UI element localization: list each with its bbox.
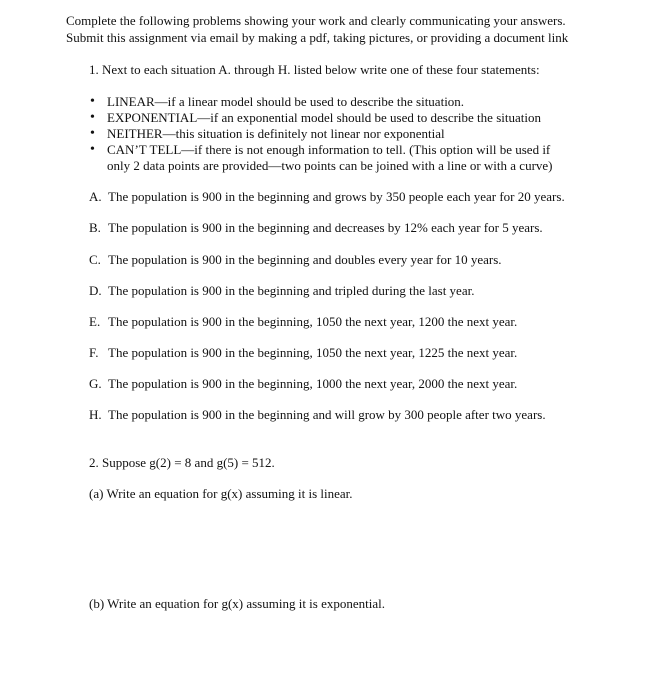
bullet-icon: •	[90, 110, 95, 125]
item-letter: C.	[89, 252, 101, 267]
item-letter: D.	[89, 283, 102, 298]
bullet-icon: •	[90, 142, 95, 157]
bullet-exponential: EXPONENTIAL—if an exponential model should be used to describe the situation	[107, 110, 541, 125]
situation-e: The population is 900 in the beginning, 1050 the next year, 1200 the next year.	[108, 314, 518, 329]
bullet-icon: •	[90, 94, 95, 109]
situation-f: The population is 900 in the beginning, 1050 the next year, 1225 the next year.	[108, 345, 518, 360]
situation-d: The population is 900 in the beginning and tripled during the last year.	[108, 283, 475, 298]
question-2-prompt: 2. Suppose g(2) = 8 and g(5) = 512.	[89, 455, 275, 470]
item-letter: A.	[89, 189, 102, 204]
instructions-line-2: Submit this assignment via email by making a pdf, taking pictures, or providing a document link	[66, 30, 569, 45]
item-letter: E.	[89, 314, 101, 329]
item-letter: G.	[89, 376, 102, 391]
item-letter: H.	[89, 407, 102, 422]
item-letter: B.	[89, 220, 101, 235]
bullet-icon: •	[90, 126, 95, 141]
situation-a: The population is 900 in the beginning and grows by 350 people each year for 20 years.	[108, 189, 565, 204]
question-2-part-a: (a) Write an equation for g(x) assuming it is linear.	[89, 486, 353, 501]
bullet-cant-tell: CAN’T TELL—if there is not enough information to tell. (This option will be used if	[107, 142, 551, 157]
bullet-linear: LINEAR—if a linear model should be used to describe the situation.	[107, 94, 465, 109]
situation-c: The population is 900 in the beginning and doubles every year for 10 years.	[108, 252, 502, 267]
question-1-prompt: 1. Next to each situation A. through H. listed below write one of these four statements:	[89, 62, 540, 77]
bullet-cant-tell-continued: only 2 data points are provided—two points can be joined with a line or with a curve)	[107, 158, 553, 173]
instructions-line-1: Complete the following problems showing your work and clearly communicating your answers.	[66, 13, 566, 28]
bullet-neither: NEITHER—this situation is definitely not linear nor exponential	[107, 126, 445, 141]
situation-g: The population is 900 in the beginning, 1000 the next year, 2000 the next year.	[108, 376, 518, 391]
situation-b: The population is 900 in the beginning and decreases by 12% each year for 5 years.	[108, 220, 543, 235]
question-2-part-b: (b) Write an equation for g(x) assuming it is exponential.	[89, 596, 385, 611]
situation-h: The population is 900 in the beginning and will grow by 300 people after two years.	[108, 407, 546, 422]
item-letter: F.	[89, 345, 99, 360]
